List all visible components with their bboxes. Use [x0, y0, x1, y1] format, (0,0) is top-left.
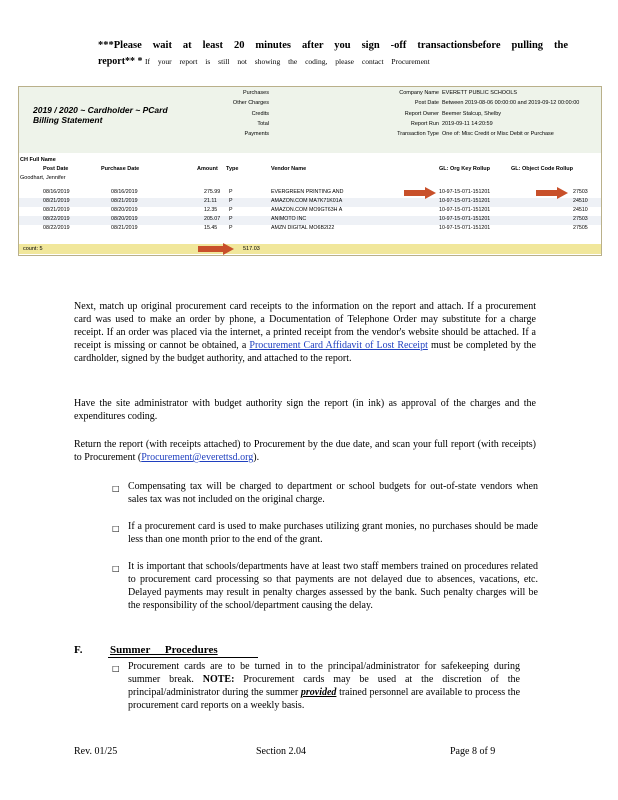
amount: 15.45	[204, 225, 218, 231]
object-code: 24510	[573, 198, 588, 204]
p1-text-a: Next, match up original procurement card receipts to the information on the report and attach. If a procurement card was used to make an order by phone, a Documentation of Telephone Order may substitute for a charge receipt. If an order was placed via the internet, a printed receipt from the vendor's website should be attached. If a receipt is missing or cannot be obtained, a	[74, 301, 536, 351]
info-label: Post Date	[414, 100, 439, 107]
paragraph-match-receipts	[74, 300, 536, 365]
bullet-box-icon: □	[112, 524, 120, 533]
count-label: count: 5	[23, 246, 43, 252]
vendor: AMAZON.COM MA7K71K01A	[271, 198, 343, 204]
table-row	[19, 225, 601, 234]
procurement-email-link[interactable]: Procurement@everettsd.org	[141, 452, 254, 463]
post-date: 08/22/2019	[43, 216, 70, 222]
paragraph-site-admin: Have the site administrator with budget authority sign the report (in ink) as approval of the charges and the expenditures coding.	[74, 398, 536, 422]
col-purchase-date: Purchase Date	[101, 166, 140, 172]
section-title-rule	[108, 657, 258, 658]
post-date: 08/21/2019	[43, 207, 70, 213]
bullet-list	[0, 480, 618, 620]
bullet-box-icon: □	[112, 664, 120, 673]
lost-receipt-affidavit-link[interactable]: Procurement Card Affidavit of Lost Receipt	[249, 340, 428, 351]
vendor: AMZN DIGITAL MO6B2I22	[271, 225, 335, 231]
p3-text-a: Return the report (with receipts attached) to Procurement by the due date, and scan your full report (with receipts) to Procurement (	[74, 439, 536, 463]
section-title: Summer Procedures	[110, 644, 218, 656]
amount: 275.99	[204, 189, 221, 195]
count-total-row	[19, 244, 601, 254]
bullet-grant-monies: If a procurement card is used to make purchases utilizing grant monies, no purchases should be made less than one month prior to the end of the grant.	[128, 521, 538, 545]
vendor: EVERGREEN PRINTING AND	[271, 189, 344, 195]
info-label: Transaction Type	[397, 131, 439, 138]
amount: 205.07	[204, 216, 221, 222]
summary-label: Purchases	[243, 90, 269, 96]
post-date: 08/22/2019	[43, 225, 70, 231]
summary-label: Other Charges	[232, 100, 269, 107]
table-row	[19, 189, 601, 198]
object-code: 27503	[573, 216, 588, 222]
p3-text-b: ).	[253, 452, 260, 463]
col-vendor-name: Vendor Name	[271, 166, 307, 172]
summer-text-a: Procurement cards are to be turned in to the principal/administrator for safekeeping during summer break.	[128, 661, 520, 685]
footer-revision: Rev. 01/25	[74, 746, 118, 757]
vendor: ANIMOTO INC	[271, 216, 307, 222]
bullet-trained-staff: It is important that schools/departments have at least two staff members trained on procedures related to procurement card processing so that payments are not delayed due to absences, vacations, etc. Delayed payments may result in penalty charges assessed by the bank. Such penalty charges will be the responsibility of the school/department causing the delay.	[128, 561, 538, 611]
group-label: CH Full Name	[20, 157, 56, 163]
arrow-object-code-icon	[535, 186, 569, 200]
col-amount: Amount	[197, 166, 218, 172]
info-value: 2019-09-11 14:20:59	[442, 120, 493, 127]
p1-text-b: must be completed by the cardholder, signed by the budget authority, and attached to the report.	[74, 340, 536, 364]
amount: 12.35	[204, 207, 218, 213]
bullet-compensating-tax: Compensating tax will be charged to department or school budgets for out-of-state vendors when sales tax was not included on the original charge.	[128, 481, 538, 505]
type: P	[229, 189, 233, 195]
object-code: 27505	[573, 225, 588, 231]
notice-coding-text: If your report is still not showing the coding, please contact Procurement	[145, 57, 430, 66]
amount: 21.11	[204, 198, 217, 204]
purchase-date: 08/20/2019	[111, 216, 138, 222]
notice-report-label: report** *	[98, 56, 143, 67]
info-values	[442, 88, 579, 139]
type: P	[229, 216, 233, 222]
summary-labels	[217, 88, 269, 139]
type: P	[229, 207, 233, 213]
statement-title: 2019 / 2020 ~ Cardholder ~ PCard Billing Statement	[33, 105, 168, 125]
purchase-date: 08/21/2019	[111, 198, 138, 204]
info-labels	[319, 88, 439, 139]
summary-label: Payments	[244, 131, 269, 138]
paragraph-return-report	[74, 438, 536, 464]
col-type: Type	[226, 166, 239, 172]
col-org-key: GL: Org Key Rollup	[439, 166, 491, 172]
arrow-org-key-icon	[403, 186, 437, 200]
count-total: 517.03	[243, 246, 260, 252]
billing-statement-figure	[18, 86, 602, 256]
footer-section: Section 2.04	[256, 746, 306, 757]
info-label: Report Run	[410, 120, 439, 127]
info-value: One of: Misc Credit or Misc Debit or Purchase	[442, 131, 554, 138]
object-code: 27503	[573, 189, 588, 195]
arrow-total-icon	[197, 243, 235, 255]
type: P	[229, 225, 233, 231]
summary-label: Credits	[251, 110, 269, 117]
org-key: 10-97-15-071-151201	[439, 225, 491, 231]
summer-note-label: NOTE:	[202, 674, 235, 685]
org-key: 10-97-15-071-151201	[439, 189, 491, 195]
summer-bullet	[0, 660, 618, 730]
notice-line-1: ***Please wait at least 20 minutes after you sign -off transactionsbefore pulling the	[98, 40, 568, 51]
org-key: 10-97-15-071-151201	[439, 216, 491, 222]
type: P	[229, 198, 233, 204]
purchase-date: 08/21/2019	[111, 225, 138, 231]
notice-line-2	[98, 55, 430, 69]
summer-text-c: trained personnel are available to process the procurement card reports on a weekly basis.	[128, 687, 521, 711]
col-post-date: Post Date	[43, 166, 69, 172]
object-code: 24510	[573, 207, 588, 213]
vendor: AMAZON.COM MO9GT63H A	[271, 207, 343, 213]
info-label: Report Owner	[404, 110, 439, 117]
table-row	[19, 207, 601, 216]
info-value: Between 2019-08-06 00:00:00 and 2019-09-12 00:00:00	[442, 100, 580, 107]
bullet-box-icon: □	[112, 484, 120, 493]
bullet-box-icon: □	[112, 564, 120, 573]
summer-procedures-text	[128, 660, 520, 712]
org-key: 10-97-15-071-151201	[439, 198, 491, 204]
section-letter: F.	[74, 644, 83, 656]
purchase-date: 08/16/2019	[111, 189, 138, 195]
cardholder-name: Goodhart, Jennifer	[20, 175, 66, 181]
purchase-date: 08/20/2019	[111, 207, 138, 213]
info-label: Company Name	[399, 90, 439, 96]
summary-label: Total	[257, 120, 269, 127]
summer-text-b: Procurement cards may be used at the discretion of the principal/administrator during the summer	[128, 674, 520, 698]
footer-page-number: Page 8 of 9	[450, 746, 496, 757]
table-row	[19, 198, 601, 207]
post-date: 08/21/2019	[43, 198, 70, 204]
info-value: Beemer Stalcup, Shelby	[442, 110, 502, 117]
col-object-code: GL: Object Code Rollup	[511, 166, 574, 172]
org-key: 10-97-15-071-151201	[439, 207, 491, 213]
table-row	[19, 216, 601, 225]
summer-provided-word: provided	[300, 687, 337, 698]
post-date: 08/16/2019	[43, 189, 70, 195]
info-value: EVERETT PUBLIC SCHOOLS	[442, 90, 518, 96]
